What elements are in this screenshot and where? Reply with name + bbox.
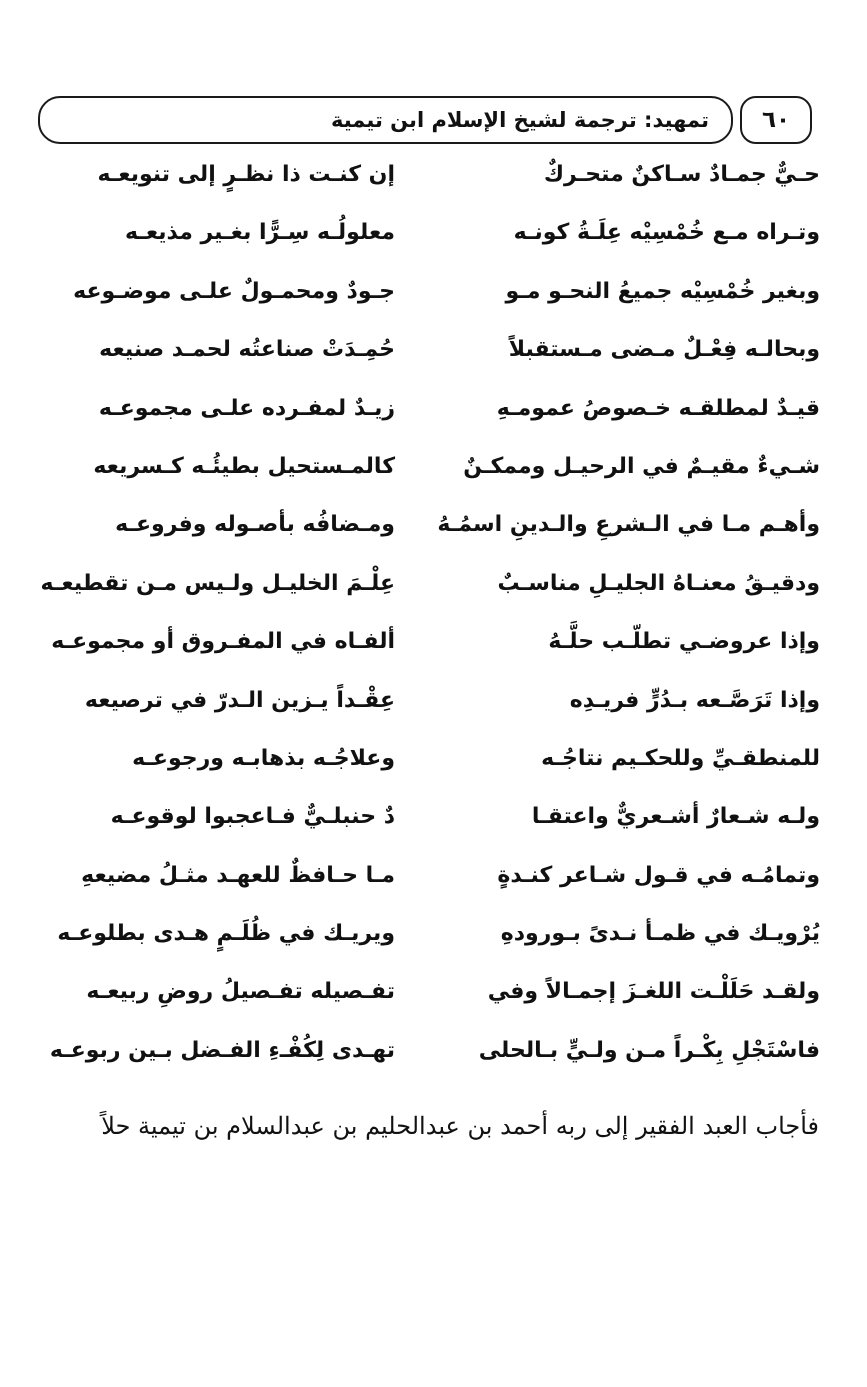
verse-line <box>40 617 820 675</box>
chapter-title: تمهيد: ترجمة لشيخ الإسلام ابن تيمية <box>331 108 709 132</box>
verse-line <box>40 442 820 500</box>
first-hemistich: وتمامُـه في قـول شـاعر كنـدةٍ <box>497 862 820 888</box>
page-number-box <box>740 96 812 144</box>
verse-line <box>40 967 820 1025</box>
second-hemistich: ومـضافُه بأصـوله وفروعـه <box>115 512 395 538</box>
second-hemistich: تفـصيله تفـصيلُ روضِ ربيعـه <box>86 979 395 1005</box>
second-hemistich: حُمِـدَتْ صناعتُه لحمـد صنيعه <box>99 337 395 363</box>
verse-line <box>40 384 820 442</box>
verse-line <box>40 734 820 792</box>
first-hemistich: فاسْتَجْلِ بِكْـراً مـن ولـيٍّ بـالحلى <box>478 1037 820 1063</box>
verse-line <box>40 792 820 850</box>
second-hemistich: معلولُـه سِـرًّا بغـير مذيعـه <box>124 220 395 246</box>
verse-line <box>40 150 820 208</box>
verse-line <box>40 559 820 617</box>
first-hemistich: وبغير خُمْسِيْه جميعُ النحـو مـو <box>505 278 820 304</box>
second-hemistich: ألفـاه في المفـروق أو مجموعـه <box>51 629 395 655</box>
verse-line <box>40 676 820 734</box>
second-hemistich: مـا حـافظٌ للعهـد مثـلُ مضيعهِ <box>81 862 395 888</box>
first-hemistich: للمنطقـيِّ وللحكـيم نتاجُـه <box>541 745 820 771</box>
verse-line <box>40 909 820 967</box>
second-hemistich: كالمـستحيل بطيئُـه كـسريعه <box>93 453 395 479</box>
second-hemistich: إن كنـت ذا نظـرٍ إلى تنويعـه <box>97 162 395 187</box>
first-hemistich: وإذا تَرَصَّـعه بـدُرٍّ فريـدِه <box>569 687 820 713</box>
first-hemistich: شـيءٌ مقيـمٌ في الرحيـل وممكـنٌ <box>463 453 820 479</box>
page-number: ٦٠ <box>761 107 791 133</box>
second-hemistich: ويريـك في ظُلَـمٍ هـدى بطلوعـه <box>57 921 395 947</box>
second-hemistich: تهـدى لِكُفْـءِ الفـضل بـين ربوعـه <box>49 1037 395 1063</box>
first-hemistich: يُرْويـك في ظمـأ نـدىً بـورودهِ <box>500 921 820 947</box>
poem <box>40 150 820 1084</box>
second-hemistich: عِقْـداً يـزين الـدرّ في ترصيعه <box>84 687 395 713</box>
first-hemistich: وتـراه مـع خُمْسِيْه عِلَـةُ كونـه <box>513 220 820 246</box>
verse-line <box>40 267 820 325</box>
first-hemistich: ولقـد حَلَلْـت اللغـزَ إجمـالاً وفي <box>487 979 820 1005</box>
first-hemistich: ولـه شـعارٌ أشـعريٌّ واعتقـا <box>531 804 820 830</box>
running-header <box>38 96 733 144</box>
second-hemistich: وعلاجُـه بذهابـه ورجوعـه <box>132 745 395 771</box>
verse-line <box>40 325 820 383</box>
verse-line <box>40 1026 820 1084</box>
verse-line <box>40 208 820 266</box>
verse-line <box>40 851 820 909</box>
second-hemistich: زيـدٌ لمفـرده علـى مجموعـه <box>98 395 395 421</box>
second-hemistich: دٌ حنبلـيٌّ فـاعجبوا لوقوعـه <box>110 804 395 830</box>
first-hemistich: وبحالـه فِعْـلٌ مـضى مـستقبلاً <box>508 337 820 363</box>
verse-line <box>40 500 820 558</box>
first-hemistich: حـيٌّ جمـادٌ سـاكنٌ متحـركٌ <box>543 162 820 187</box>
first-hemistich: وأهـم مـا في الـشرعِ والـدينِ اسمُـهُ <box>437 512 820 538</box>
first-hemistich: قيـدٌ لمطلقـه خـصوصُ عمومـهِ <box>496 395 820 421</box>
first-hemistich: وإذا عروضـي تطلّـب حلَّـهُ <box>548 629 820 655</box>
first-hemistich: ودقيـقُ معنـاهُ الجليـلِ مناسـبٌ <box>497 570 820 596</box>
second-hemistich: عِلْـمَ الخليـل ولـيس مـن تقطيعـه <box>40 570 395 596</box>
closing-prose-line: فأجاب العبد الفقير إلى ربه أحمد بن عبدالحليم بن عبدالسلام بن تيمية حلاً <box>101 1112 819 1140</box>
second-hemistich: جـودٌ ومحمـولٌ علـى موضـوعه <box>73 278 395 304</box>
